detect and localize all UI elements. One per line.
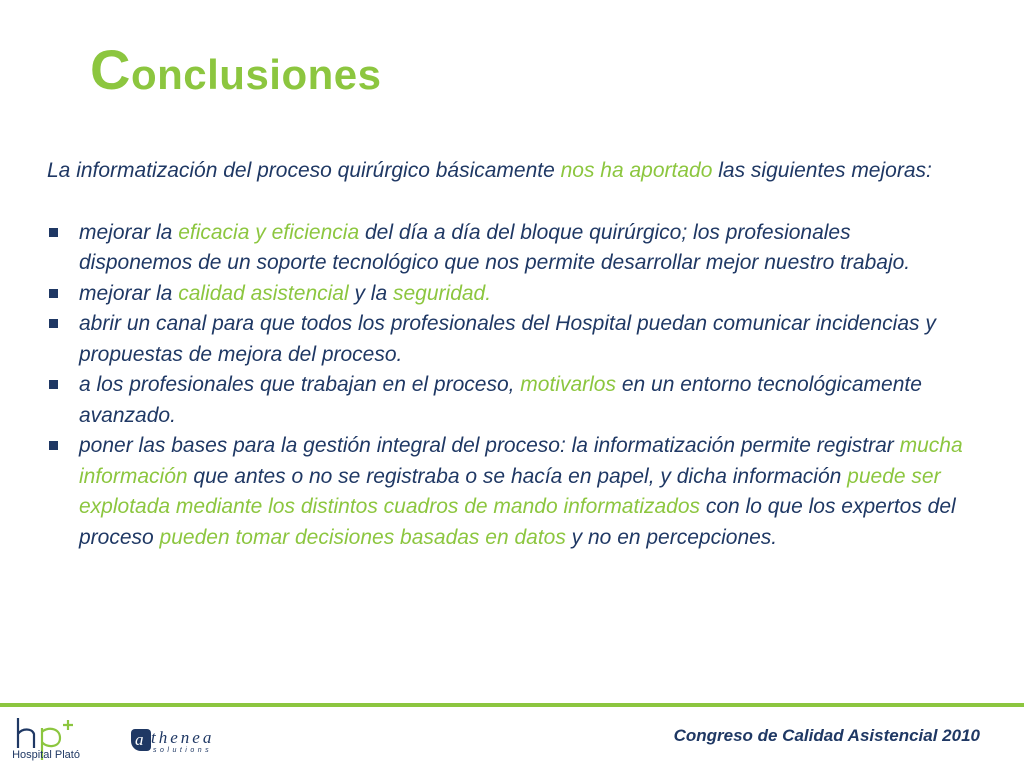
body-text: las siguientes mejoras: [712, 159, 932, 182]
body-text: abrir un canal para que todos los profesionales del Hospital puedan comunicar incidencias y propuestas de mejora del proceso. [79, 312, 936, 366]
square-bullet-icon [49, 228, 58, 237]
title-rest: onclusiones [130, 51, 382, 98]
body-text: con lo que los expertos del proceso [79, 495, 956, 549]
square-bullet-icon [49, 441, 58, 450]
highlight-text: eficacia y eficiencia [178, 220, 360, 244]
body-text: mejorar la [79, 220, 179, 244]
highlight-text: puede ser explotada mediante los distintos cuadros de mando informatizados [79, 464, 941, 518]
slide-title [90, 38, 382, 101]
bullet-list [47, 218, 967, 554]
square-bullet-icon [49, 319, 58, 328]
body-text: La informatización del proceso quirúrgico básicamente [47, 159, 561, 182]
bullet-item [47, 218, 967, 279]
highlight-text: calidad asistencial [178, 281, 349, 305]
athenea-logo-sub: solutions [153, 747, 213, 754]
highlight-text: motivarlos [520, 373, 616, 396]
body-text: poner las bases para la gestión integral del proceso: la informatización permite registrar [79, 434, 900, 457]
athenea-logo-name: thenea [151, 728, 215, 747]
body-text: en un entorno tecnológicamente avanzado. [79, 373, 922, 427]
body-text: del día a día del bloque quirúrgico; los profesionales disponemos de un soporte tecnológico que nos permite desarrollar mejor nuestro trabajo. [79, 220, 911, 274]
highlight-text: mucha información [79, 434, 963, 488]
body-text: mejorar la [79, 281, 179, 305]
body-text: y no en percepciones. [565, 525, 778, 549]
bullet-item [47, 370, 967, 431]
bullet-item [47, 431, 967, 553]
body-text: que antes o no se registraba o se hacía en papel, y dicha información [187, 464, 848, 488]
highlight-text: pueden tomar decisiones basadas en datos [159, 525, 566, 549]
body-text: y la [348, 281, 393, 305]
slide-body [47, 156, 967, 553]
athenea-mark-icon: a [131, 729, 151, 751]
square-bullet-icon [49, 380, 58, 389]
body-text: a los profesionales que trabajan en el proceso, [79, 373, 521, 396]
title-initial: C [90, 38, 131, 101]
footer-divider [0, 703, 1024, 707]
bullet-item [47, 309, 967, 370]
highlight-text: nos ha aportado [560, 159, 713, 182]
intro-paragraph [47, 156, 967, 187]
square-bullet-icon [49, 289, 58, 298]
bullet-item [47, 279, 967, 310]
highlight-text: seguridad. [393, 281, 492, 305]
footer-event-text: Congreso de Calidad Asistencial 2010 [673, 726, 980, 745]
hospital-plato-logo-text: Hospital Plató [12, 749, 80, 761]
